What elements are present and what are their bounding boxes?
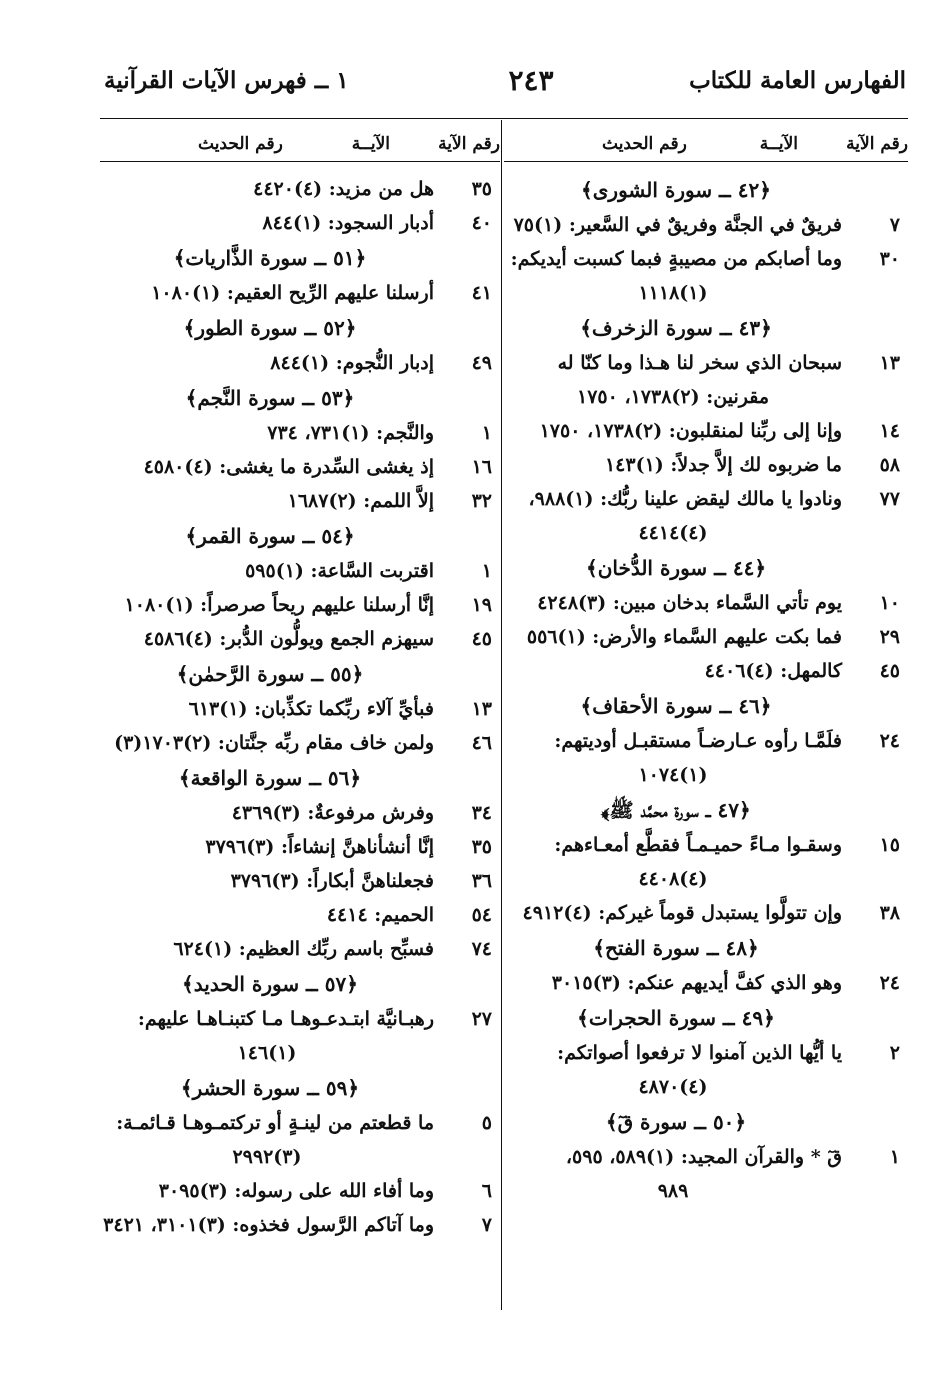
continuation-text: ٩٨٩ bbox=[657, 1180, 689, 1202]
verse-number: ٢ bbox=[889, 1042, 900, 1064]
verse-text: ونادوا يا مالك ليقض علينا ربُّك: (١)٩٨٨، bbox=[528, 488, 842, 510]
page-number: ٢٤٣ bbox=[508, 64, 554, 97]
verse-text: فبأيِّ آلاء ربِّكما تكذِّبان: (١)٦١٣ bbox=[188, 698, 434, 720]
entry-continuation bbox=[504, 516, 908, 550]
entry-continuation bbox=[504, 1174, 908, 1208]
verse-text: وما أصابكم من مصيبةٍ فبما كسبت أيديكم: bbox=[510, 248, 842, 270]
sura-heading: ﴿٥٧ ــ سورة الحديد﴾ bbox=[182, 972, 358, 996]
sura-heading: ﴿٥٤ ــ سورة القمر﴾ bbox=[185, 524, 355, 548]
verse-number: ١٦ bbox=[471, 456, 492, 478]
verse-text: يوم تأتي السَّماء بدخان مبين: (٣)٤٢٤٨ bbox=[537, 592, 842, 614]
index-entry bbox=[504, 1140, 908, 1174]
verse-text: ولمن خاف مقام ربِّه جنَّتان: (٢)١٧٠٣(٣) bbox=[114, 732, 434, 754]
verse-number: ٦ bbox=[481, 1180, 492, 1202]
verse-number: ١٥ bbox=[879, 834, 900, 856]
verse-text: وفرش مرفوعةٌ: (٣)٤٣٦٩ bbox=[231, 802, 434, 824]
index-entry bbox=[100, 1174, 500, 1208]
column-header bbox=[504, 126, 908, 162]
sura-heading: ﴿٥١ ــ سورة الذَّاريات﴾ bbox=[173, 246, 367, 270]
verse-text: قٓ * والقرآن المجيد: (١)٥٨٩، ٥٩٥، bbox=[565, 1146, 842, 1168]
verse-number: ٧٤ bbox=[471, 938, 492, 960]
index-column-left bbox=[100, 126, 500, 1242]
index-entry bbox=[100, 622, 500, 656]
entries-list bbox=[100, 172, 500, 1242]
running-header-title: الفهارس العامة للكتاب bbox=[689, 67, 906, 94]
index-entry bbox=[100, 1002, 500, 1036]
verse-number: ٢٧ bbox=[471, 1008, 492, 1030]
index-entry bbox=[100, 346, 500, 380]
verse-number: ٤٩ bbox=[471, 352, 492, 374]
sura-heading: ﴿٤٩ ــ سورة الحجرات﴾ bbox=[577, 1006, 775, 1030]
entry-continuation bbox=[504, 862, 908, 896]
verse-number: ٥ bbox=[481, 1112, 492, 1134]
entry-continuation bbox=[100, 1036, 500, 1070]
verse-text: إذ يغشى السِّدرة ما يغشى: (٤)٤٥٨٠ bbox=[143, 456, 434, 478]
sura-heading: ﴿٤٨ ــ سورة الفتح﴾ bbox=[593, 936, 759, 960]
sura-heading: ﴿٥٦ ــ سورة الواقعة﴾ bbox=[178, 766, 362, 790]
verse-text: فلَمَّـا رأوه عـارضـاً مستقبـل أوديتهم: bbox=[554, 730, 842, 752]
entry-continuation bbox=[504, 276, 908, 310]
verse-number: ٤٦ bbox=[471, 732, 492, 754]
sura-heading: ﴿٤٤ ــ سورة الدُّخان﴾ bbox=[585, 556, 767, 580]
verse-text: فريقٌ في الجنَّة وفريقٌ في السَّعير: (١)٧٥ bbox=[513, 214, 842, 236]
entry-continuation bbox=[504, 758, 908, 792]
verse-number: ٤٠ bbox=[471, 212, 492, 234]
index-entry bbox=[504, 346, 908, 380]
verse-text: سبحان الذي سخر لنا هـذا وما كنّا له bbox=[557, 352, 842, 374]
index-entry bbox=[100, 554, 500, 588]
verse-number: ٤٥ bbox=[471, 628, 492, 650]
sura-heading: ﴿٥٠ ــ سورة قٓ﴾ bbox=[605, 1110, 747, 1134]
verse-text: إنَّا أنشأناهنَّ إنشاءاً: (٣)٣٧٩٦ bbox=[205, 836, 434, 858]
verse-number: ١ bbox=[481, 422, 492, 444]
continuation-text: (٤)٤٨٧٠ bbox=[638, 1076, 708, 1098]
index-entry bbox=[504, 620, 908, 654]
verse-text: هل من مزيد: (٤)٤٤٢٠ bbox=[253, 178, 434, 200]
header-rule bbox=[100, 118, 908, 119]
verse-number: ٤٥ bbox=[879, 660, 900, 682]
index-entry bbox=[100, 588, 500, 622]
index-entry bbox=[504, 724, 908, 758]
index-entry bbox=[504, 896, 908, 930]
verse-text: كالمهل: (٤)٤٤٠٦ bbox=[704, 660, 842, 682]
verse-number: ٤١ bbox=[471, 282, 492, 304]
running-header-section: ١ ــ فهرس الآيات القرآنية bbox=[104, 67, 349, 94]
verse-text: ما ضربوه لك إلاَّ جدلاً: (١)١٤٣ bbox=[604, 454, 842, 476]
verse-number: ٧ bbox=[889, 214, 900, 236]
sura-heading: ﴿٤٢ ــ سورة الشورى﴾ bbox=[581, 178, 771, 202]
index-entry bbox=[504, 482, 908, 516]
index-entry bbox=[100, 726, 500, 760]
verse-number: ٣٥ bbox=[471, 178, 492, 200]
verse-number: ٥٤ bbox=[471, 904, 492, 926]
sura-heading: ﴿٥٩ ــ سورة الحشر﴾ bbox=[180, 1076, 360, 1100]
verse-number: ٥٨ bbox=[879, 454, 900, 476]
sura-heading: ﴿٤٣ ــ سورة الزخرف﴾ bbox=[580, 316, 772, 340]
verse-heading: الآيــة bbox=[351, 134, 390, 154]
sura-heading: ﴿٤٦ ــ سورة الأحقاف﴾ bbox=[580, 694, 772, 718]
continuation-text: (١)١١١٨ bbox=[638, 282, 708, 304]
index-entry bbox=[100, 416, 500, 450]
index-entry bbox=[100, 1106, 500, 1140]
sura-heading: ﴿٤٧ ــ سورة محمَّد ﷺ﴾ bbox=[601, 798, 751, 822]
column-divider bbox=[501, 120, 502, 1310]
verse-number: ٣٤ bbox=[471, 802, 492, 824]
verse-text: والنَّجم: (١)٧٣١، ٧٣٤ bbox=[267, 422, 434, 444]
verse-text: اقتربت السَّاعة: (١)٥٩٥ bbox=[245, 560, 434, 582]
verse-text: الحميم: ٤٤١٤ bbox=[326, 904, 434, 926]
index-entry bbox=[504, 414, 908, 448]
index-entry bbox=[100, 172, 500, 206]
index-entry bbox=[504, 208, 908, 242]
verse-text: إلاَّ اللمم: (٢)١٦٨٧ bbox=[287, 490, 434, 512]
index-entry bbox=[504, 448, 908, 482]
verse-number: ٢٤ bbox=[879, 972, 900, 994]
verse-number: ٣٢ bbox=[471, 490, 492, 512]
verse-text: سيهزم الجمع ويولُّون الدُّبر: (٤)٤٥٨٦ bbox=[143, 628, 434, 650]
index-column-right bbox=[504, 126, 908, 1208]
verse-text: فسبِّح باسم ربِّك العظيم: (١)٦٢٤ bbox=[173, 938, 434, 960]
verse-text: وما آتاكم الرَّسول فخذوه: (٣)٣١٠١، ٣٤٢١ bbox=[103, 1214, 434, 1236]
continuation-text: (٣)٢٩٩٢ bbox=[232, 1146, 302, 1168]
verse-text: ما قطعتم من لينـةٍ أو تركتمـوهـا قـائمـة: bbox=[116, 1112, 434, 1134]
continuation-text: (١)١٠٧٤ bbox=[638, 764, 708, 786]
entry-continuation bbox=[100, 1140, 500, 1174]
verse-number: ٣٥ bbox=[471, 836, 492, 858]
verse-text: إدبار النُّجوم: (١)٨٤٤ bbox=[270, 352, 434, 374]
index-entry bbox=[100, 1208, 500, 1242]
verse-number: ٢٩ bbox=[879, 626, 900, 648]
continuation-text: (١)١٤٦ bbox=[237, 1042, 297, 1064]
verse-number: ١٩ bbox=[471, 594, 492, 616]
continuation-text: مقرنين: (٢)١٧٣٨، ١٧٥٠ bbox=[577, 386, 769, 408]
index-entry bbox=[100, 898, 500, 932]
sura-heading: ﴿٥٥ ــ سورة الرَّحمٰن﴾ bbox=[176, 662, 364, 686]
verse-text: وإن تتولَّوا يستبدل قوماً غيركم: (٤)٤٩١٢ bbox=[522, 902, 842, 924]
column-header bbox=[100, 126, 500, 162]
verse-number: ٣٨ bbox=[879, 902, 900, 924]
verse-text: رهبـانيَّة ابتـدعـوهـا مـا كتبنـاهـا عليهم: bbox=[137, 1008, 434, 1030]
verse-text: فجعلناهنَّ أبكاراً: (٣)٣٧٩٦ bbox=[230, 870, 434, 892]
verse-number: ١ bbox=[481, 560, 492, 582]
verse-number: ١٣ bbox=[879, 352, 900, 374]
column-header-rule bbox=[504, 161, 908, 162]
verse-text: وما أفاء الله على رسوله: (٣)٣٠٩٥ bbox=[158, 1180, 434, 1202]
entries-list bbox=[504, 172, 908, 1208]
index-entry bbox=[100, 796, 500, 830]
verse-number: ٧٧ bbox=[879, 488, 900, 510]
verse-text: إنَّا أرسلنا عليهم ريحاً صرصراً: (١)١٠٨٠ bbox=[124, 594, 434, 616]
hadith-number-heading: رقم الحديث bbox=[198, 134, 283, 154]
verse-number: ٢٤ bbox=[879, 730, 900, 752]
index-entry bbox=[100, 692, 500, 726]
sura-heading: ﴿٥٢ ــ سورة الطور﴾ bbox=[183, 316, 357, 340]
hadith-number-heading: رقم الحديث bbox=[602, 134, 687, 154]
index-entry bbox=[504, 586, 908, 620]
index-entry bbox=[504, 966, 908, 1000]
verse-heading: الآيــة bbox=[759, 134, 798, 154]
column-header-rule bbox=[100, 161, 500, 162]
index-entry bbox=[504, 828, 908, 862]
verse-text: وهو الذي كفَّ أيديهم عنكم: (٣)٣٠١٥ bbox=[551, 972, 842, 994]
index-entry bbox=[100, 450, 500, 484]
entry-continuation bbox=[504, 1070, 908, 1104]
index-entry bbox=[504, 654, 908, 688]
continuation-text: (٤)٤٤٠٨ bbox=[638, 868, 708, 890]
index-entry bbox=[100, 830, 500, 864]
verse-text: وسقـوا مـاءً حميـمـاً فقطَّع أمعـاءهم: bbox=[554, 834, 842, 856]
verse-text: أرسلنا عليهم الرِّيح العقيم: (١)١٠٨٠ bbox=[151, 282, 434, 304]
index-entry bbox=[100, 276, 500, 310]
verse-number: ١٣ bbox=[471, 698, 492, 720]
verse-number: ٣٠ bbox=[879, 248, 900, 270]
verse-number: ١ bbox=[889, 1146, 900, 1168]
index-entry bbox=[100, 206, 500, 240]
verse-number: ٧ bbox=[481, 1214, 492, 1236]
verse-text: فما بكت عليهم السَّماء والأرض: (١)٥٥٦ bbox=[526, 626, 842, 648]
continuation-text: (٤)٤٤١٤ bbox=[638, 522, 708, 544]
verse-number: ١٠ bbox=[879, 592, 900, 614]
sura-heading: ﴿٥٣ ــ سورة النَّجم﴾ bbox=[185, 386, 355, 410]
verse-number-heading: رقم الآية bbox=[846, 134, 908, 154]
verse-text: وإنا إلى ربِّنا لمنقلبون: (٢)١٧٣٨، ١٧٥٠ bbox=[539, 420, 842, 442]
index-entry bbox=[100, 484, 500, 518]
verse-text: يا أيُّها الذين آمنوا لا ترفعوا أصواتكم: bbox=[557, 1042, 842, 1064]
verse-text: أدبار السجود: (١)٨٤٤ bbox=[262, 212, 434, 234]
verse-number: ٣٦ bbox=[471, 870, 492, 892]
index-entry bbox=[100, 932, 500, 966]
verse-number-heading: رقم الآية bbox=[438, 134, 500, 154]
index-entry bbox=[504, 242, 908, 276]
index-entry bbox=[100, 864, 500, 898]
index-entry bbox=[504, 1036, 908, 1070]
verse-number: ١٤ bbox=[879, 420, 900, 442]
entry-continuation bbox=[504, 380, 908, 414]
